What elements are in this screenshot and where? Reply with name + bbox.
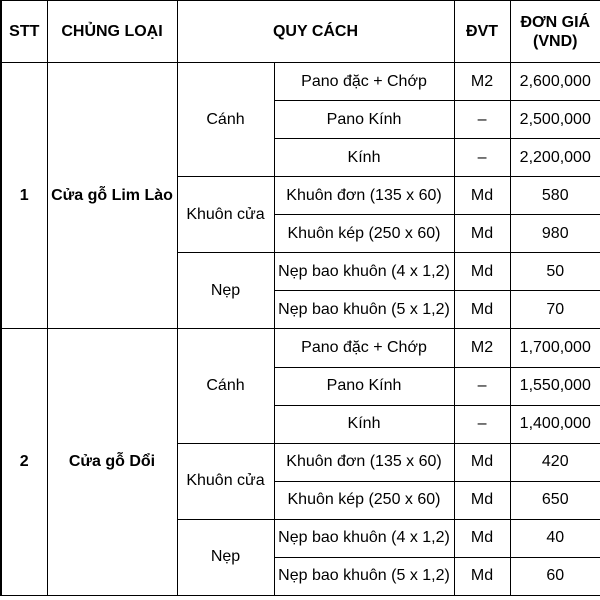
don-gia-cell: 70 bbox=[510, 291, 600, 329]
don-gia-cell: 60 bbox=[510, 557, 600, 595]
don-gia-cell: 2,600,000 bbox=[510, 63, 600, 101]
header-quy-cach: QUY CÁCH bbox=[177, 1, 454, 63]
don-gia-cell: 580 bbox=[510, 177, 600, 215]
quy-cach-cell: Khuôn đơn (135 x 60) bbox=[274, 443, 454, 481]
subgroup-cell: Cánh bbox=[177, 63, 274, 177]
dvt-cell: – bbox=[454, 139, 510, 177]
dvt-cell: Md bbox=[454, 215, 510, 253]
quy-cach-cell: Nẹp bao khuôn (5 x 1,2) bbox=[274, 291, 454, 329]
dvt-cell: Md bbox=[454, 557, 510, 595]
quy-cach-cell: Pano đặc + Chớp bbox=[274, 329, 454, 367]
quy-cach-cell: Kính bbox=[274, 139, 454, 177]
don-gia-cell: 1,400,000 bbox=[510, 405, 600, 443]
subgroup-cell: Nẹp bbox=[177, 253, 274, 329]
header-don-gia-line2: (VND) bbox=[533, 32, 578, 50]
subgroup-cell: Khuôn cửa bbox=[177, 177, 274, 253]
quy-cach-cell: Khuôn kép (250 x 60) bbox=[274, 215, 454, 253]
header-dvt: ĐVT bbox=[454, 1, 510, 63]
stt-cell: 1 bbox=[1, 63, 47, 329]
quy-cach-cell: Nẹp bao khuôn (4 x 1,2) bbox=[274, 253, 454, 291]
table-row bbox=[1, 63, 600, 101]
stt-cell: 2 bbox=[1, 329, 47, 596]
dvt-cell: – bbox=[454, 405, 510, 443]
header-row bbox=[1, 1, 600, 63]
header-chung-loai: CHỦNG LOẠI bbox=[47, 1, 177, 63]
quy-cach-cell: Nẹp bao khuôn (4 x 1,2) bbox=[274, 519, 454, 557]
dvt-cell: M2 bbox=[454, 63, 510, 101]
subgroup-cell: Cánh bbox=[177, 329, 274, 443]
dvt-cell: Md bbox=[454, 481, 510, 519]
don-gia-cell: 420 bbox=[510, 443, 600, 481]
quy-cach-cell: Pano Kính bbox=[274, 367, 454, 405]
dvt-cell: – bbox=[454, 367, 510, 405]
quy-cach-cell: Khuôn kép (250 x 60) bbox=[274, 481, 454, 519]
quy-cach-cell: Nẹp bao khuôn (5 x 1,2) bbox=[274, 557, 454, 595]
price-table-body bbox=[1, 63, 600, 596]
quy-cach-cell: Khuôn đơn (135 x 60) bbox=[274, 177, 454, 215]
don-gia-cell: 2,500,000 bbox=[510, 101, 600, 139]
dvt-cell: – bbox=[454, 101, 510, 139]
don-gia-cell: 1,550,000 bbox=[510, 367, 600, 405]
don-gia-cell: 40 bbox=[510, 519, 600, 557]
table-row bbox=[1, 329, 600, 367]
quy-cach-cell: Pano Kính bbox=[274, 101, 454, 139]
dvt-cell: Md bbox=[454, 519, 510, 557]
dvt-cell: Md bbox=[454, 177, 510, 215]
don-gia-cell: 1,700,000 bbox=[510, 329, 600, 367]
don-gia-cell: 650 bbox=[510, 481, 600, 519]
dvt-cell: Md bbox=[454, 443, 510, 481]
chung-loai-cell: Cửa gỗ Dổi bbox=[47, 329, 177, 596]
quy-cach-cell: Pano đặc + Chớp bbox=[274, 63, 454, 101]
chung-loai-cell: Cửa gỗ Lim Lào bbox=[47, 63, 177, 329]
quy-cach-cell: Kính bbox=[274, 405, 454, 443]
header-stt: STT bbox=[1, 1, 47, 63]
header-don-gia bbox=[510, 1, 600, 63]
don-gia-cell: 980 bbox=[510, 215, 600, 253]
subgroup-cell: Khuôn cửa bbox=[177, 443, 274, 519]
don-gia-cell: 2,200,000 bbox=[510, 139, 600, 177]
dvt-cell: M2 bbox=[454, 329, 510, 367]
don-gia-cell: 50 bbox=[510, 253, 600, 291]
subgroup-cell: Nẹp bbox=[177, 519, 274, 595]
dvt-cell: Md bbox=[454, 291, 510, 329]
dvt-cell: Md bbox=[454, 253, 510, 291]
header-don-gia-line1: ĐƠN GIÁ bbox=[520, 13, 591, 31]
